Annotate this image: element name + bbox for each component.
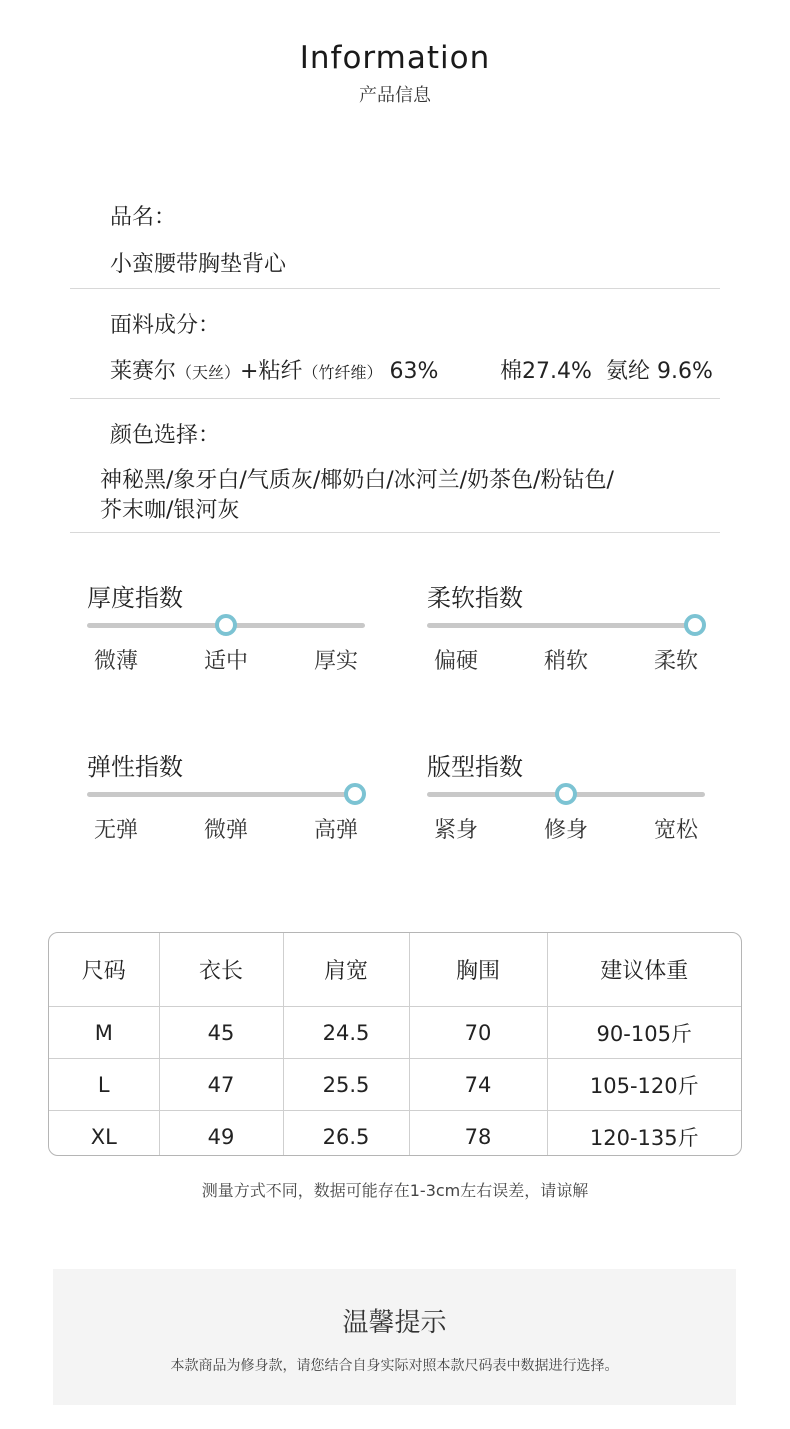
divider	[70, 288, 720, 289]
fabric-composition	[110, 354, 438, 385]
index-ticks	[81, 644, 371, 675]
table-cell: 24.5	[283, 1007, 409, 1059]
tick-label: 高弹	[313, 818, 358, 843]
index-title: 厚度指数	[87, 584, 183, 612]
fabric-spandex: 氨纶 9.6%	[606, 359, 713, 384]
size-table	[48, 932, 742, 1156]
tip-text: 本款商品为修身款，请您结合自身实际对照本款尺码表中数据进行选择。	[170, 1358, 619, 1374]
header-cell: 胸围	[409, 933, 547, 1007]
index-track	[427, 623, 705, 628]
tick-label: 紧身	[433, 818, 478, 843]
fabric-label: 面料成分：	[110, 313, 221, 338]
tick-label: 适中	[203, 649, 248, 674]
index-ticks	[421, 813, 711, 844]
tick-label: 微弹	[203, 818, 248, 843]
tick-label: 宽松	[653, 818, 698, 843]
measurement-note: 测量方式不同，数据可能存在1-3cm左右误差，请谅解	[201, 1181, 589, 1200]
table-cell: 74	[409, 1059, 547, 1111]
fabric-cotton: 棉27.4%	[500, 359, 592, 384]
header-cell: 肩宽	[283, 933, 409, 1007]
softness-index	[427, 578, 698, 674]
tick-label: 厚实	[313, 649, 358, 674]
table-header-row	[49, 933, 741, 1007]
table-cell: 26.5	[283, 1111, 409, 1157]
table-cell: L	[49, 1059, 159, 1111]
thickness-index	[87, 578, 358, 674]
table-cell: 105-120斤	[547, 1059, 741, 1111]
table-cell: 90-105斤	[547, 1007, 741, 1059]
tick-label: 稍软	[543, 649, 588, 674]
tick-label: 无弹	[93, 818, 138, 843]
table-row	[49, 1007, 741, 1059]
table-row	[49, 1111, 741, 1157]
table-cell: 120-135斤	[547, 1111, 741, 1157]
colors-label: 颜色选择：	[110, 423, 221, 448]
table-cell: M	[49, 1007, 159, 1059]
table-cell: 25.5	[283, 1059, 409, 1111]
tick-label: 柔软	[653, 649, 698, 674]
index-ticks	[81, 813, 371, 844]
table-cell: 70	[409, 1007, 547, 1059]
table-row	[49, 1059, 741, 1111]
tick-label: 修身	[543, 818, 588, 843]
index-title: 弹性指数	[87, 753, 183, 781]
fabric-part2: +粘纤	[240, 359, 303, 384]
table-cell: XL	[49, 1111, 159, 1157]
index-track	[87, 792, 365, 797]
index-title: 版型指数	[427, 753, 523, 781]
table-cell: 49	[159, 1111, 283, 1157]
tick-label: 微薄	[93, 649, 138, 674]
fabric-note2: （竹纤维）	[302, 363, 383, 382]
tip-box	[53, 1269, 736, 1405]
colors-line2: 芥末咖/银河灰	[100, 498, 240, 523]
table-cell: 78	[409, 1111, 547, 1157]
table-cell: 47	[159, 1059, 283, 1111]
divider	[70, 398, 720, 399]
header-cell: 建议体重	[547, 933, 741, 1007]
header-cell: 尺码	[49, 933, 159, 1007]
header-cell: 衣长	[159, 933, 283, 1007]
index-knob	[344, 783, 366, 805]
tip-title: 温馨提示	[342, 1308, 447, 1338]
fabric-part1: 莱赛尔	[110, 359, 177, 384]
table-cell: 45	[159, 1007, 283, 1059]
divider	[70, 532, 720, 533]
tick-label: 偏硬	[433, 649, 478, 674]
product-name-value: 小蛮腰带胸垫背心	[110, 252, 287, 277]
page-title: Information	[299, 40, 491, 76]
elasticity-index	[87, 747, 358, 843]
index-ticks	[421, 644, 711, 675]
product-name-label: 品名：	[110, 205, 177, 230]
fit-index	[427, 747, 698, 843]
index-knob	[684, 614, 706, 636]
colors-line1: 神秘黑/象牙白/气质灰/椰奶白/冰河兰/奶茶色/粉钻色/	[100, 468, 614, 493]
fabric-note1: （天丝）	[176, 363, 241, 382]
index-title: 柔软指数	[427, 584, 523, 612]
page-subtitle: 产品信息	[359, 85, 431, 106]
fabric-part3: 63%	[382, 359, 439, 384]
index-knob	[555, 783, 577, 805]
index-knob	[215, 614, 237, 636]
